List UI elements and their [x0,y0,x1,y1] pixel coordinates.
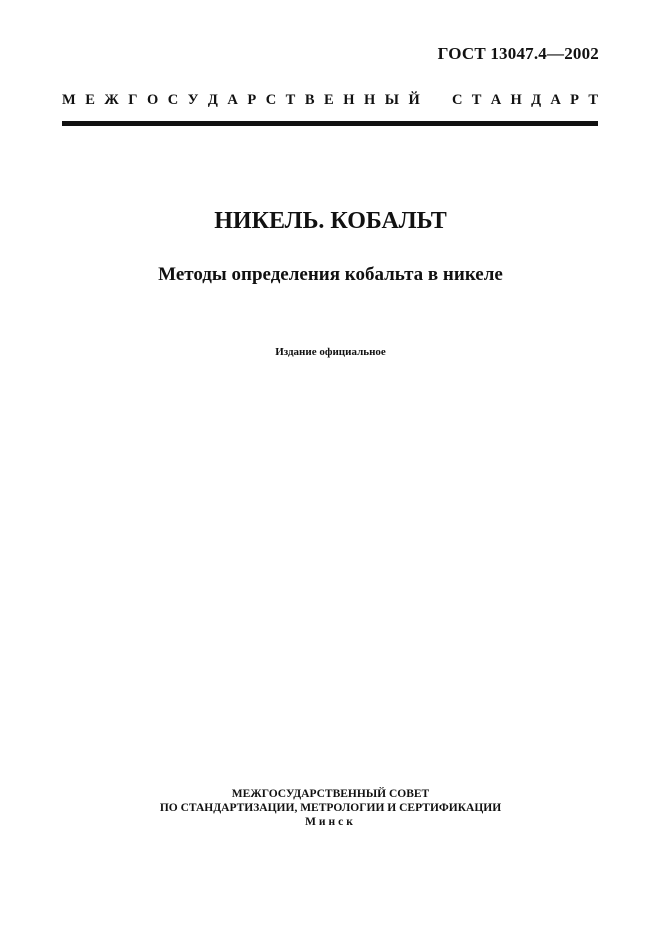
header-letter: Т [471,92,482,108]
header-letter: Н [363,92,376,108]
header-word-interstate [62,92,420,109]
edition-label: Издание официальное [275,346,386,358]
header-letter: Т [285,92,296,108]
header-letter: Н [510,92,522,108]
header-letter: А [550,92,561,108]
header-letter: О [146,92,159,108]
header-letter: У [187,92,199,108]
publisher-line-2: ПО СТАНДАРТИЗАЦИИ, МЕТРОЛОГИИ И СЕРТИФИКАЦИИ [159,802,502,814]
header-letter: Д [531,92,542,108]
header-letter: С [265,92,277,108]
header-letter: Е [85,92,95,108]
header-letter: М [62,92,76,108]
header-letter: А [490,92,502,108]
header-divider [62,121,598,126]
header-letter: Т [588,92,598,108]
document-number: ГОСТ 13047.4—2002 [437,44,599,63]
header-letter: Д [207,92,218,108]
publisher-city: Минск [305,816,356,828]
header-letter: В [304,92,315,108]
document-subtitle: Методы определения кобальта в никеле [158,264,503,285]
header-letter: Ы [384,92,399,108]
header-letter: Р [570,92,580,108]
header-letter: Ж [104,92,119,108]
header-letter: Н [343,92,355,108]
publisher-line-1: МЕЖГОСУДАРСТВЕННЫЙ СОВЕТ [231,788,430,800]
publisher-block [0,787,661,829]
standard-header [62,92,598,109]
document-title: НИКЕЛЬ. КОБАЛЬТ [214,208,447,234]
header-letter: Р [247,92,257,108]
header-letter: Е [324,92,334,108]
header-letter: Г [128,92,138,108]
header-letter: А [227,92,238,108]
header-letter: С [452,92,463,108]
header-letter: Й [408,92,420,108]
header-word-standard [452,92,598,109]
header-letter: С [167,92,179,108]
